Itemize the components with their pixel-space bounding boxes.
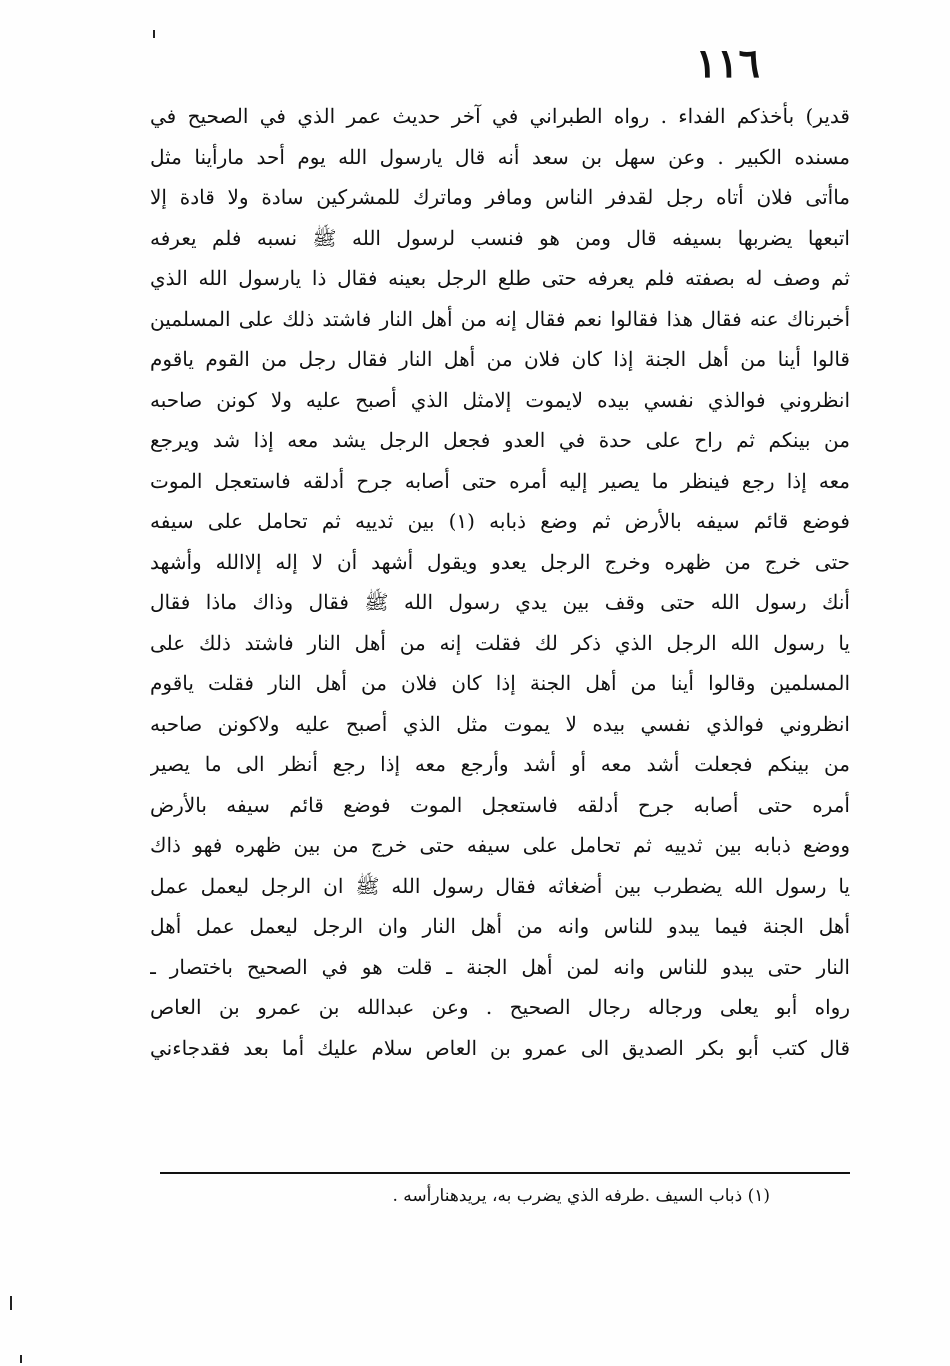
text-line: المسلمين وقالوا أينا من أهل الجنة إذا كان فلان من أهل النار فقلت ياقوم <box>150 671 850 695</box>
text-line: حتى خرج من ظهره وخرج الرجل يعدو ويقول أشهد أن لا إله إلاالله وأشهد <box>150 549 850 574</box>
main-text-block <box>150 96 850 1068</box>
text-line: قال كتب أبو بكر الصديق الى عمرو بن العاص سلام عليك أما بعد فقدجاءني <box>150 1035 850 1060</box>
text-line: قدير) بأخذكم الفداء . رواه الطبراني في آخر حديث عمر الذي في الصحيح في <box>150 104 850 128</box>
scan-speck <box>10 1296 12 1310</box>
text-line: اتبعها يضربها بسيفه قال ومن هو فنسب لرسول الله ﷺ نسبه فلم يعرفه <box>150 225 850 250</box>
footnote-divider <box>160 1172 850 1174</box>
scan-speck <box>153 30 155 38</box>
text-line: انظروني فوالذي نفسي بيده لايموت إلامثل الذي أصبح عليه ولا كونن صاحبه <box>150 387 850 412</box>
text-line: أهل الجنة فيما يبدو للناس وانه من أهل النار وان الرجل ليعمل عمل أهل <box>150 914 850 938</box>
text-line: انظروني فوالذي نفسي بيده لا يموت مثل الذي أصبح عليه ولاكونن صاحبه <box>150 711 850 736</box>
text-line: ماأتى فلان أتاه رجل لقدفر الناس ومافر وماترك للمشركين سادة ولا قادة إلا <box>150 185 850 209</box>
text-line: مسنده الكبير . وعن سهل بن سعد أنه قال يارسول الله يوم أحد مارأينا مثل <box>150 144 850 169</box>
text-line: من بينكم ثم راح على حدة في العدو فجعل الرجل يشد معه إذا شد ويرجع <box>150 428 850 452</box>
text-line: أمره حتى أصابه جرح أدلقه فاستعجل الموت فوضع قائم سيفه بالأرض <box>150 792 850 817</box>
text-line: يا رسول الله يضطرب بين أضغاثه فقال رسول الله ﷺ ان الرجل ليعمل عمل <box>150 873 850 898</box>
footnote: (١) ذباب السيف .طرفه الذي يضرب به، يريدهنارأسه . <box>392 1186 770 1206</box>
text-line: ووضع ذبابه بين ثدييه ثم تحامل على سيفه حتى خرج من بين ظهره فهو ذاك <box>150 833 850 857</box>
text-line: ثم وصف له بصفته فلم يعرفه حتى طلع الرجل بعينه فقال ذا يارسول الله الذي <box>150 266 850 290</box>
text-line: من بينكم فجعلت أشد معه أو أشد وأرجع معه إذا رجع أنظر الى ما يصير <box>150 752 850 776</box>
page-number: ١١٦ <box>695 40 760 87</box>
text-line: النار حتى يبدو للناس وانه لمن أهل الجنة ـ قلت هو في الصحيح باختصار ـ <box>150 954 850 979</box>
text-line: أنك رسول الله حتى وقف بين يدي رسول الله ﷺ فقال وذاك ماذا فقال <box>150 590 850 614</box>
text-line: معه إذا رجع فينظر ما يصير إليه أمره حتى أصابه جرح أدلقه فاستعجل الموت <box>150 468 850 493</box>
text-line: يا رسول الله الرجل الذي ذكر لك فقلت إنه من أهل النار فاشتد ذلك على <box>150 630 850 655</box>
text-line: قالوا أينا من أهل الجنة إذا كان فلان من أهل النار فقال رجل من القوم ياقوم <box>150 347 850 371</box>
text-line: أخبرناك عنه فقال هذا فقالوا نعم فقال إنه من أهل النار فاشتد ذلك على المسلمين <box>150 306 850 331</box>
text-line: فوضع قائم سيفه بالأرض ثم وضع ذبابه (١) بين ثدييه ثم تحامل على سيفه <box>150 509 850 533</box>
text-line: رواه أبو يعلى ورجاله رجال الصحيح . وعن عبدالله بن عمرو بن العاص <box>150 995 850 1019</box>
scan-speck <box>20 1355 22 1363</box>
